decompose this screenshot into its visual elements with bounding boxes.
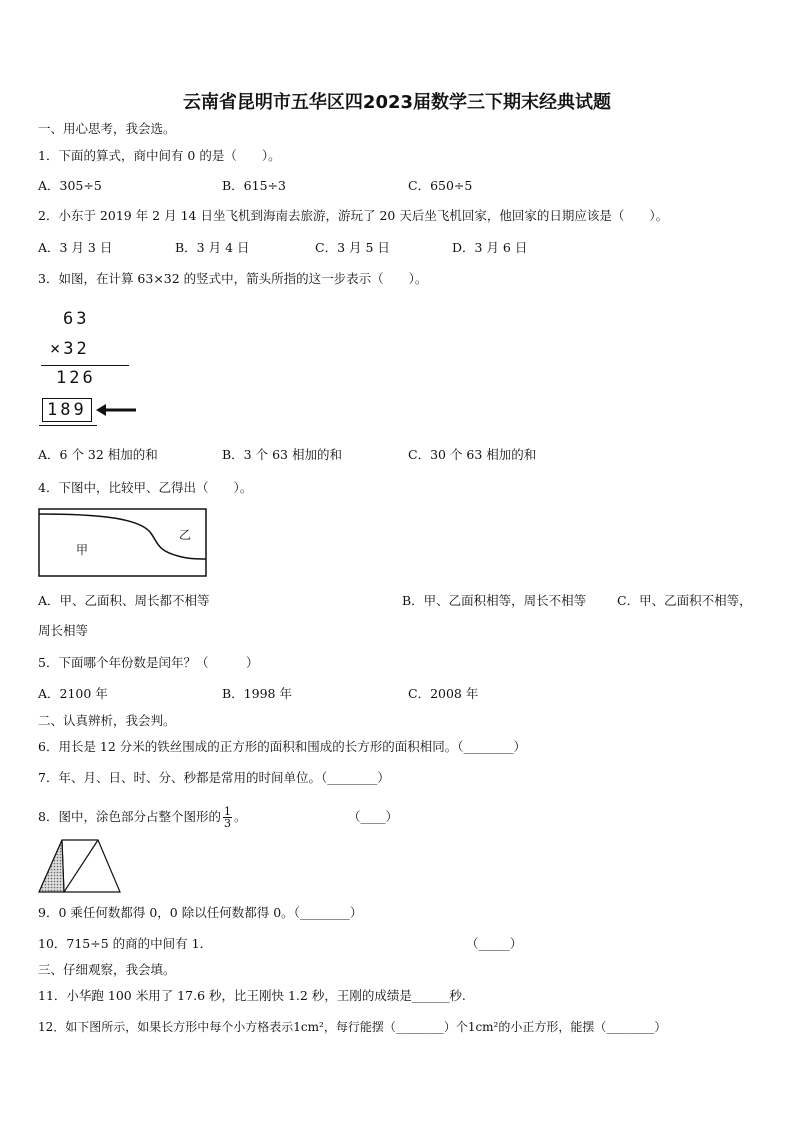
q1-option-b[interactable]: B．615÷3: [222, 178, 286, 193]
q1-option-c[interactable]: C．650÷5: [408, 178, 473, 193]
q5-option-c[interactable]: C．2008 年: [408, 686, 479, 701]
left-arrow-icon: [96, 403, 138, 417]
question-6: 6．用长是 12 分米的铁丝围成的正方形的面积和围成的长方形的面积相同。（________）: [38, 739, 527, 754]
section-2-heading: 二、认真辨析，我会判。: [38, 713, 176, 728]
q8-text: 8．图中，涂色部分占整个图形的: [38, 809, 221, 824]
q2-option-d[interactable]: D．3 月 6 日: [452, 240, 528, 255]
q4-option-c[interactable]: C．甲、乙面积不相等，: [617, 593, 752, 608]
q4-option-b[interactable]: B．甲、乙面积相等，周长不相等: [402, 593, 587, 608]
q3-option-b[interactable]: B．3 个 63 相加的和: [222, 447, 342, 462]
question-12: 12．如下图所示，如果长方形中每个小方格表示1cm²，每行能摆（________）个1cm²的小正方形，能摆（________）: [38, 1020, 667, 1034]
q3-fig-multiplier: ×32: [50, 339, 90, 359]
q8-answer-blank[interactable]: （____）: [348, 809, 399, 824]
question-9: 9．0 乘任何数都得 0，0 除以任何数都得 0。（________）: [38, 905, 363, 920]
q8-parallelogram-svg: [38, 838, 122, 894]
section-3-heading: 三、仔细观察，我会填。: [38, 962, 176, 977]
q1-option-a[interactable]: A．305÷5: [38, 178, 102, 193]
q4-option-a[interactable]: A．甲、乙面积、周长都不相等: [38, 593, 210, 608]
q2-option-b[interactable]: B．3 月 4 日: [175, 240, 250, 255]
q4-label-jia: 甲: [76, 543, 89, 557]
question-2: 2．小东于 2019 年 2 月 14 日坐飞机到海南去旅游，游玩了 20 天后坐飞机回家，他回家的日期应该是（ ）。: [38, 208, 669, 223]
q8-fraction-denominator: 3: [223, 817, 231, 830]
q2-option-a[interactable]: A．3 月 3 日: [38, 240, 113, 255]
q3-vertical-multiplication-figure: [36, 305, 146, 430]
question-4: 4．下图中，比较甲、乙得出（ ）。: [38, 480, 253, 495]
q4-label-yi: 乙: [179, 528, 192, 542]
q3-option-a[interactable]: A．6 个 32 相加的和: [38, 447, 158, 462]
question-10: 10．715÷5 的商的中间有 1．: [38, 936, 213, 951]
q4-rectangle-figure: [38, 508, 208, 578]
question-7: 7．年、月、日、时、分、秒都是常用的时间单位。（________）: [38, 770, 390, 785]
page-title: 云南省昆明市五华区四2023届数学三下期末经典试题: [182, 92, 612, 113]
q10-answer-blank[interactable]: （_____）: [466, 936, 523, 951]
q3-fig-partial-1: 126: [56, 368, 96, 388]
question-11: 11．小华跑 100 米用了 17.6 秒，比王刚快 1.2 秒，王刚的成绩是______秒.: [38, 988, 466, 1003]
question-5: 5．下面哪个年份数是闰年？（ ）: [38, 655, 259, 670]
q3-fig-multiplicand: 63: [63, 309, 90, 329]
q3-fig-rule-1: [41, 365, 129, 366]
q3-fig-rule-2: [39, 425, 97, 426]
section-1-heading: 一、用心思考，我会选。: [38, 121, 176, 136]
q3-option-c[interactable]: C．30 个 63 相加的和: [408, 447, 537, 462]
q5-option-b[interactable]: B．1998 年: [222, 686, 292, 701]
q8-tail: 。: [233, 809, 247, 824]
question-8: [38, 802, 246, 832]
q8-fraction-numerator: 1: [223, 805, 231, 818]
q8-fraction: [223, 806, 232, 829]
q4-rectangle-curve-svg: [38, 508, 208, 578]
question-3: 3．如图，在计算 63×32 的竖式中，箭头所指的这一步表示（ ）。: [38, 271, 428, 286]
q8-parallelogram-figure: [38, 838, 122, 894]
q5-option-a[interactable]: A．2100 年: [38, 686, 108, 701]
q4-option-c-continued: 周长相等: [38, 623, 89, 638]
q3-fig-partial-2-boxed: 189: [42, 398, 92, 422]
question-1: 1．下面的算式，商中间有 0 的是（ ）。: [38, 148, 281, 163]
q2-option-c[interactable]: C．3 月 5 日: [315, 240, 390, 255]
